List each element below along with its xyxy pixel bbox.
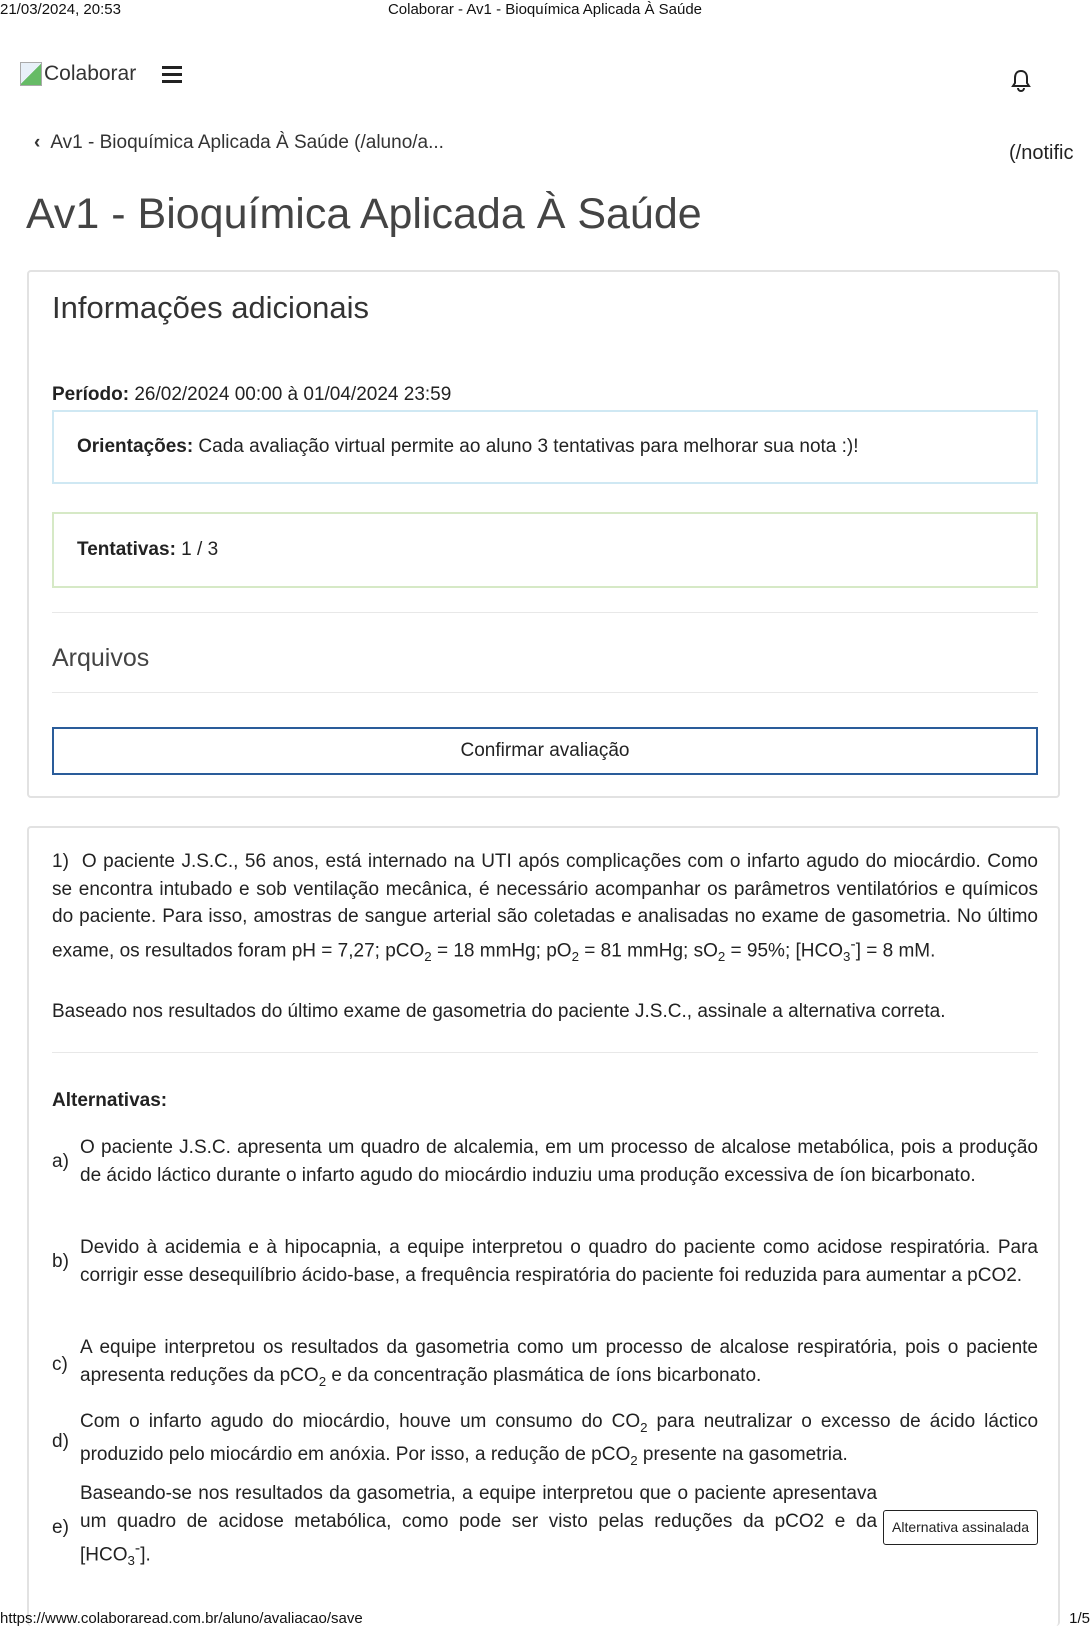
- superscript: -: [850, 935, 856, 953]
- selected-alternative-badge: Alternativa assinalada: [883, 1510, 1038, 1546]
- logo-alt-text: Colaborar: [44, 62, 137, 85]
- subscript: 2: [318, 1373, 327, 1389]
- print-page-number: 1/5: [1069, 1610, 1090, 1627]
- arquivos-heading: Arquivos: [52, 644, 150, 672]
- breadcrumb[interactable]: [34, 132, 444, 154]
- alternative-text: Devido à acidemia e à hipocapnia, a equipe interpretou o quadro do paciente como acidose respiratória. Para corrigir esse desequilíbrio ácido-base, a frequência respiratória do paciente foi reduzida para aumentar a pCO2.: [80, 1237, 1038, 1286]
- page-title: Av1 - Bioquímica Aplicada À Saúde: [26, 190, 702, 238]
- print-datetime: 21/03/2024, 20:53: [0, 1, 121, 18]
- text-part: Baseando-se nos resultados da gasometria, a equipe interpretou que o paciente apresentava um quadro de acidose metabólica, como pode ser visto pelas reduções da pCO2 e da [HCO: [80, 1483, 878, 1566]
- subscript: 2: [630, 1453, 638, 1469]
- alternative-text: [80, 1408, 1038, 1475]
- alternative-c[interactable]: [52, 1334, 1038, 1395]
- alternative-b[interactable]: [52, 1234, 1038, 1289]
- subscript: 2: [571, 948, 579, 964]
- stem-text: ] = 8 mM.: [855, 939, 936, 961]
- breadcrumb-link[interactable]: Av1 - Bioquímica Aplicada À Saúde (/aluno/a...: [50, 132, 444, 153]
- stem-text: O paciente J.S.C., 56 anos, está internado na UTI após complicações com o infarto agudo do miocárdio. Como se encontra intubado e sob ventilação mecânica, é necessário acompanhar os parâmetros ventilatórios e químicos do paciente. Para isso, amostras de sangue arterial são coletadas e analisadas no exame de gasometria. No último exame, os resultados foram pH = 7,27; pCO: [52, 851, 1038, 961]
- alternative-d[interactable]: [52, 1408, 1038, 1475]
- alternative-letter: b): [52, 1250, 69, 1272]
- text-part: e da concentração plasmática de íons bicarbonato.: [326, 1364, 762, 1386]
- stem-text: = 81 mmHg; sO: [579, 939, 718, 961]
- divider: [52, 692, 1038, 693]
- subscript: 2: [717, 948, 726, 964]
- subscript: 3: [843, 948, 851, 964]
- alternative-letter: c): [52, 1353, 68, 1375]
- text-part: para neutralizar o excesso de ácido láctico produzido pelo miocárdio em anóxia. Por isso, a redução de pCO: [80, 1411, 1039, 1466]
- chevron-left-icon: ‹: [34, 132, 41, 153]
- stem-text: = 95%; [HCO: [725, 939, 844, 961]
- subscript: 2: [424, 948, 432, 964]
- orientacoes-value: Cada avaliação virtual permite ao aluno 3 tentativas para melhorar sua nota :)!: [193, 436, 859, 457]
- stem-text: = 18 mmHg; pO: [431, 939, 572, 961]
- divider: [52, 612, 1038, 613]
- orientacoes-label: Orientações:: [77, 436, 194, 457]
- menu-icon[interactable]: [162, 66, 182, 87]
- alternative-letter: d): [52, 1430, 69, 1452]
- alternative-letter: e): [52, 1516, 69, 1538]
- notifications-link[interactable]: (/notific: [1009, 142, 1074, 164]
- alternative-text: O paciente J.S.C. apresenta um quadro de alcalemia, em um processo de alcalose metabólica, pois a produção de ácido láctico durante o infarto agudo do miocárdio induziu uma produção excessiva de íon bicarbonato.: [80, 1137, 1038, 1186]
- alternative-a[interactable]: [52, 1134, 1038, 1189]
- question-prompt: Baseado nos resultados do último exame de gasometria do paciente J.S.C., assinale a alternativa correta.: [52, 1001, 946, 1022]
- orientacoes-box: [52, 410, 1038, 484]
- alternative-text: [80, 1480, 877, 1575]
- periodo-label: Período:: [52, 384, 130, 405]
- info-card: [27, 270, 1060, 798]
- tentativas-value: 1 / 3: [175, 539, 219, 560]
- print-footer: [0, 1608, 1090, 1630]
- confirm-button[interactable]: Confirmar avaliação: [52, 727, 1038, 775]
- alternative-letter: a): [52, 1150, 69, 1172]
- question-card: [27, 826, 1060, 1626]
- question-stem: [52, 848, 1038, 970]
- periodo-value: 26/02/2024 00:00 à 01/04/2024 23:59: [129, 384, 452, 405]
- alternative-text: [80, 1334, 1038, 1395]
- text-part: Com o infarto agudo do miocárdio, houve um consumo do CO: [80, 1411, 641, 1432]
- info-heading: Informações adicionais: [52, 290, 370, 325]
- broken-image-icon: [20, 62, 42, 86]
- tentativas-box: [52, 512, 1038, 588]
- subscript: 2: [640, 1419, 648, 1435]
- text-part: ].: [140, 1544, 151, 1566]
- question-number: 1): [52, 851, 69, 872]
- superscript: -: [134, 1540, 141, 1557]
- alternative-e[interactable]: [52, 1480, 1038, 1575]
- print-url: https://www.colaboraread.com.br/aluno/avaliacao/save: [0, 1610, 363, 1627]
- subscript: 3: [127, 1553, 135, 1569]
- text-part: presente na gasometria.: [637, 1444, 848, 1466]
- text-part: A equipe interpretou os resultados da gasometria como um processo de alcalose respiratória, pois o paciente apresenta reduções da pCO: [80, 1337, 1038, 1386]
- periodo: [52, 384, 451, 406]
- tentativas-label: Tentativas:: [77, 539, 176, 560]
- print-title: Colaborar - Av1 - Bioquímica Aplicada À Saúde: [387, 1, 703, 18]
- logo-link[interactable]: [20, 62, 136, 86]
- divider: [52, 1052, 1038, 1053]
- bell-icon[interactable]: [1010, 68, 1032, 97]
- alternatives-heading: Alternativas:: [52, 1090, 168, 1111]
- print-header: [0, 0, 1090, 20]
